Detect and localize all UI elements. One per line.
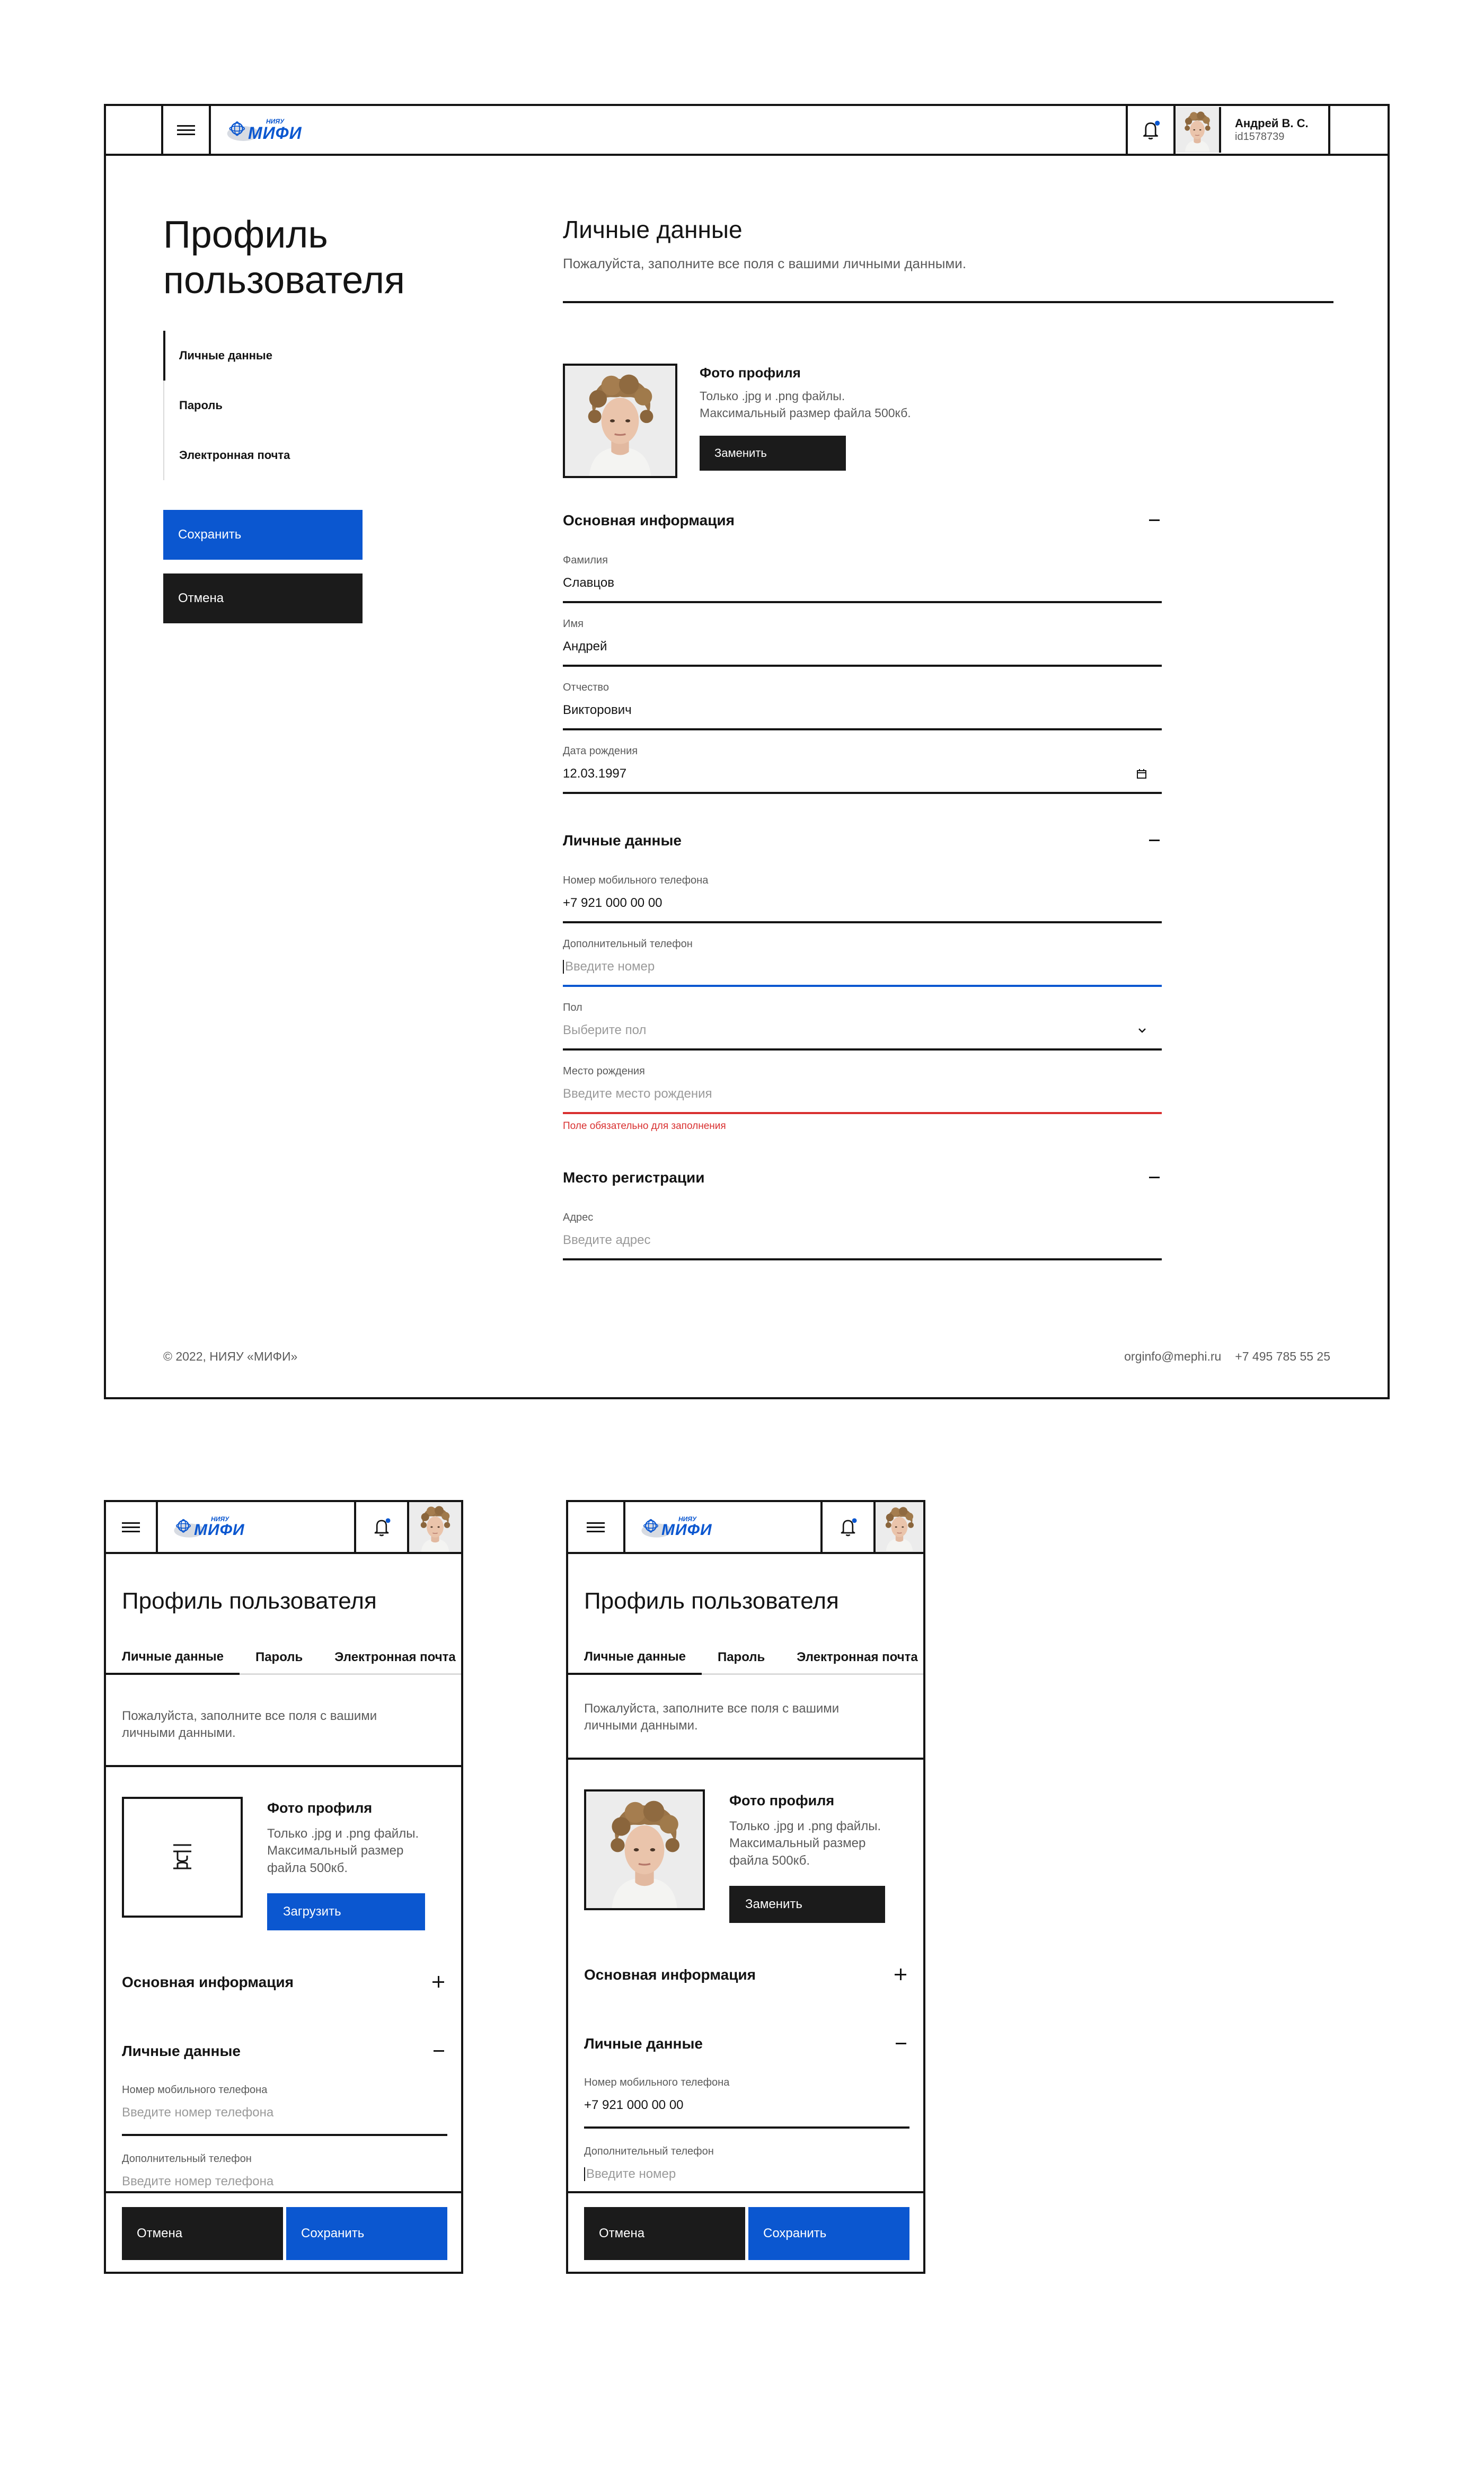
bell-icon xyxy=(836,1515,860,1539)
page-title-line2: пользователя xyxy=(163,259,405,302)
logo-big-text: МИФИ xyxy=(661,1521,712,1539)
field-extra-phone-row xyxy=(563,958,1162,976)
field-mobile-phone-label: Номер мобильного телефона xyxy=(563,875,709,886)
mobile2-field-phone-value: +7 921 000 00 00 xyxy=(584,2098,684,2112)
field-gender-placeholder: Выберите пол xyxy=(563,1023,647,1037)
field-extra-phone[interactable] xyxy=(563,938,1162,987)
page-title xyxy=(163,212,405,304)
logo-small-text: НИЯУ xyxy=(678,1515,697,1523)
tab-personal-label: Личные данные xyxy=(122,1649,224,1664)
registration-title: Место регистрации xyxy=(563,1169,705,1186)
mobile2-profile-photo-image xyxy=(586,1792,703,1908)
tab-password-label: Пароль xyxy=(717,1649,765,1664)
text-caret xyxy=(563,960,564,974)
mobile1-bottom-bar xyxy=(106,2191,463,2274)
nav-item-personal[interactable] xyxy=(163,331,322,381)
desktop-header xyxy=(106,106,1388,156)
field-firstname-label: Имя xyxy=(563,618,584,630)
upload-image-icon xyxy=(170,1843,195,1872)
menu-button[interactable] xyxy=(568,1502,625,1552)
footer-phone[interactable]: +7 495 785 55 25 xyxy=(1235,1349,1330,1363)
header-right-gap xyxy=(1330,106,1388,154)
logo[interactable] xyxy=(625,1502,823,1552)
mobile1-divider xyxy=(106,1765,463,1767)
mobile2-photo-hint3: файла 500кб. xyxy=(729,1853,810,1868)
mobile2-subtitle-line2: личными данными. xyxy=(584,1718,698,1733)
photo-title: Фото профиля xyxy=(700,365,801,381)
field-gender-row xyxy=(563,1021,1162,1039)
tab-email[interactable] xyxy=(319,1641,455,1673)
mobile2-field-extra-phone-row xyxy=(584,2165,909,2183)
chevron-down-icon xyxy=(1136,1025,1148,1036)
mobile1-photo-hint2: Максимальный размер xyxy=(267,1843,404,1858)
mobile2-divider xyxy=(568,1758,925,1760)
mobile1-personal-collapse-icon[interactable] xyxy=(434,2050,444,2052)
mobile1-page-title: Профиль пользователя xyxy=(122,1588,377,1614)
mobile1-subtitle-line1: Пожалуйста, заполните все поля с вашими xyxy=(122,1709,377,1723)
footer-email[interactable]: orginfo@mephi.ru xyxy=(1124,1349,1222,1363)
logo[interactable] xyxy=(158,1502,356,1552)
field-gender[interactable] xyxy=(563,1002,1162,1051)
field-extra-phone-label: Дополнительный телефон xyxy=(563,938,693,950)
tab-password[interactable] xyxy=(240,1641,319,1673)
notifications-button[interactable] xyxy=(1126,106,1176,154)
tab-password-label: Пароль xyxy=(255,1649,303,1664)
field-birthplace[interactable] xyxy=(563,1065,1162,1114)
mobile1-basic-expand-icon[interactable] xyxy=(432,1976,444,1988)
field-address-placeholder: Введите адрес xyxy=(563,1233,651,1247)
mobile1-tabs xyxy=(106,1641,463,1675)
mobile2-field-extra-phone[interactable] xyxy=(584,2146,909,2188)
field-birthplace-label: Место рождения xyxy=(563,1065,645,1077)
bell-icon xyxy=(370,1515,393,1539)
tab-password[interactable] xyxy=(702,1641,781,1673)
logo-big-text: МИФИ xyxy=(194,1521,245,1539)
field-middlename-label: Отчество xyxy=(563,682,609,693)
mobile1-header xyxy=(106,1502,461,1554)
mobile2-field-extra-phone-label: Дополнительный телефон xyxy=(584,2146,714,2157)
avatar-photo xyxy=(1176,107,1219,153)
tab-personal-label: Личные данные xyxy=(584,1649,686,1664)
field-lastname[interactable] xyxy=(563,554,1162,603)
mobile2-personal-collapse-icon[interactable] xyxy=(896,2043,906,2044)
mobile1-personal-title: Личные данные xyxy=(122,2043,241,2059)
mobile2-page-title: Профиль пользователя xyxy=(584,1588,839,1614)
mobile2-subtitle-line1: Пожалуйста, заполните все поля с вашими xyxy=(584,1701,840,1716)
mobile1-field-phone[interactable] xyxy=(122,2084,447,2136)
mobile2-cancel-button[interactable]: Отмена xyxy=(584,2207,745,2260)
tab-personal[interactable] xyxy=(568,1641,702,1675)
mobile2-photo-hints xyxy=(729,1818,881,1869)
user-menu[interactable] xyxy=(1176,106,1330,154)
mobile1-photo-hint3: файла 500кб. xyxy=(267,1860,348,1875)
logo-big-text: МИФИ xyxy=(248,123,302,143)
mobile1-subtitle xyxy=(122,1708,377,1742)
mobile2-field-phone[interactable] xyxy=(584,2077,909,2129)
section-divider xyxy=(563,301,1333,303)
field-birthdate-row xyxy=(563,765,1162,783)
field-birthdate[interactable] xyxy=(563,745,1162,794)
user-id: id1578739 xyxy=(1235,131,1285,143)
logo-small-text: НИЯУ xyxy=(266,118,285,125)
nav-item-email-label: Электронная почта xyxy=(179,448,290,462)
mobile1-photo-placeholder[interactable] xyxy=(122,1797,243,1918)
mobile1-photo-title: Фото профиля xyxy=(267,1800,373,1816)
tab-email-label: Электронная почта xyxy=(334,1649,456,1664)
avatar[interactable] xyxy=(409,1502,461,1552)
field-middlename[interactable] xyxy=(563,682,1162,730)
mobile1-subtitle-line2: личными данными. xyxy=(122,1726,236,1741)
field-mobile-phone-value: +7 921 000 00 00 xyxy=(563,896,662,910)
mobile2-field-extra-phone-placeholder: Введите номер xyxy=(586,2167,676,2181)
section-subtitle: Пожалуйста, заполните все поля с вашими личными данными. xyxy=(563,255,967,271)
tab-email[interactable] xyxy=(781,1641,917,1673)
mobile2-subtitle xyxy=(584,1700,839,1735)
mobile2-photo-title: Фото профиля xyxy=(729,1793,835,1808)
tab-personal[interactable] xyxy=(106,1641,240,1675)
nav-item-personal-label: Личные данные xyxy=(179,349,272,362)
notifications-button[interactable] xyxy=(356,1502,409,1552)
avatar-photo xyxy=(409,1502,461,1552)
field-address-label: Адрес xyxy=(563,1212,594,1223)
field-lastname-value: Славцов xyxy=(563,576,615,590)
mobile2-photo-hint1: Только .jpg и .png файлы. xyxy=(729,1819,881,1833)
mobile2-bottom-bar xyxy=(568,2191,925,2274)
avatar[interactable] xyxy=(876,1502,923,1552)
mobile1-photo-hint1: Только .jpg и .png файлы. xyxy=(267,1826,419,1841)
mobile1-field-phone-placeholder: Введите номер телефона xyxy=(122,2105,274,2120)
mobile2-header xyxy=(568,1502,923,1554)
save-button[interactable]: Сохранить xyxy=(163,510,363,560)
mobile2-replace-photo-button[interactable]: Заменить xyxy=(729,1886,885,1923)
mobile1-field-extra-phone-placeholder: Введите номер телефона xyxy=(122,2174,274,2188)
bell-icon xyxy=(1138,118,1163,142)
mobile2-basic-expand-icon[interactable] xyxy=(895,1969,906,1980)
menu-button[interactable] xyxy=(163,106,211,154)
desktop-frame xyxy=(104,104,1390,1399)
avatar-photo xyxy=(876,1502,923,1552)
page-title-line1: Профиль xyxy=(163,214,328,256)
mobile2-profile-photo xyxy=(584,1789,705,1910)
personal-data-collapse-icon[interactable] xyxy=(1149,840,1160,841)
section-heading: Личные данные xyxy=(563,216,743,243)
nav-item-password[interactable] xyxy=(163,381,322,430)
mobile2-save-button[interactable]: Сохранить xyxy=(748,2207,909,2260)
mobile1-cancel-button[interactable]: Отмена xyxy=(122,2207,283,2260)
user-name: Андрей В. С. xyxy=(1235,116,1309,130)
nav-item-email[interactable] xyxy=(163,430,322,480)
mobile1-basic-title: Основная информация xyxy=(122,1974,294,1990)
replace-photo-button[interactable]: Заменить xyxy=(700,436,846,471)
mobile2-photo-hint2: Максимальный размер xyxy=(729,1836,866,1851)
field-birthplace-error: Поле обязательно для заполнения xyxy=(563,1120,726,1132)
footer-copyright: © 2022, НИЯУ «МИФИ» xyxy=(163,1349,298,1363)
upload-photo-button[interactable]: Загрузить xyxy=(267,1893,425,1930)
registration-collapse-icon[interactable] xyxy=(1149,1177,1160,1178)
avatar xyxy=(1176,107,1221,153)
footer-contacts xyxy=(1124,1349,1330,1364)
field-address[interactable] xyxy=(563,1212,1162,1260)
calendar-icon[interactable] xyxy=(1135,767,1148,780)
profile-photo-image xyxy=(565,366,675,476)
field-firstname-value: Андрей xyxy=(563,639,607,654)
logo-small-text: НИЯУ xyxy=(211,1515,229,1523)
basic-info-title: Основная информация xyxy=(563,512,735,528)
mobile2-tabs xyxy=(568,1641,925,1675)
field-middlename-value: Викторович xyxy=(563,703,632,717)
mobile1-photo-hints xyxy=(267,1825,419,1877)
mobile2-field-phone-label: Номер мобильного телефона xyxy=(584,2077,730,2088)
hamburger-icon xyxy=(587,1522,605,1532)
mobile2-personal-title: Личные данные xyxy=(584,2035,703,2052)
field-birthplace-placeholder: Введите место рождения xyxy=(563,1087,712,1101)
mobile1-field-extra-phone[interactable] xyxy=(122,2153,447,2195)
mobile2-basic-title: Основная информация xyxy=(584,1966,756,1983)
side-nav xyxy=(163,331,322,480)
field-mobile-phone[interactable] xyxy=(563,875,1162,923)
menu-button[interactable] xyxy=(106,1502,158,1552)
field-lastname-label: Фамилия xyxy=(563,554,608,566)
mobile1-save-button[interactable]: Сохранить xyxy=(286,2207,447,2260)
profile-photo xyxy=(563,364,677,478)
text-caret xyxy=(584,2167,585,2181)
hamburger-icon xyxy=(122,1522,140,1532)
tab-email-label: Электронная почта xyxy=(797,1649,918,1664)
personal-data-title: Личные данные xyxy=(563,832,682,849)
mobile1-field-extra-phone-label: Дополнительный телефон xyxy=(122,2153,252,2165)
mobile1-field-phone-label: Номер мобильного телефона xyxy=(122,2084,268,2096)
field-birthdate-label: Дата рождения xyxy=(563,745,638,757)
basic-info-collapse-icon[interactable] xyxy=(1149,519,1160,521)
mobile-frame-2 xyxy=(566,1500,925,2274)
hamburger-icon xyxy=(177,125,195,135)
mobile-frame-1 xyxy=(104,1500,463,2274)
notifications-button[interactable] xyxy=(823,1502,876,1552)
photo-hint-1: Только .jpg и .png файлы. xyxy=(700,389,845,403)
field-firstname[interactable] xyxy=(563,618,1162,667)
cancel-button[interactable]: Отмена xyxy=(163,573,363,623)
nav-item-password-label: Пароль xyxy=(179,399,223,412)
field-birthdate-value: 12.03.1997 xyxy=(563,766,627,781)
logo[interactable] xyxy=(211,106,349,154)
field-gender-label: Пол xyxy=(563,1002,582,1013)
field-extra-phone-placeholder: Введите номер xyxy=(565,959,655,974)
photo-hint-2: Максимальный размер файла 500кб. xyxy=(700,406,911,420)
header-left-gap xyxy=(106,106,163,154)
